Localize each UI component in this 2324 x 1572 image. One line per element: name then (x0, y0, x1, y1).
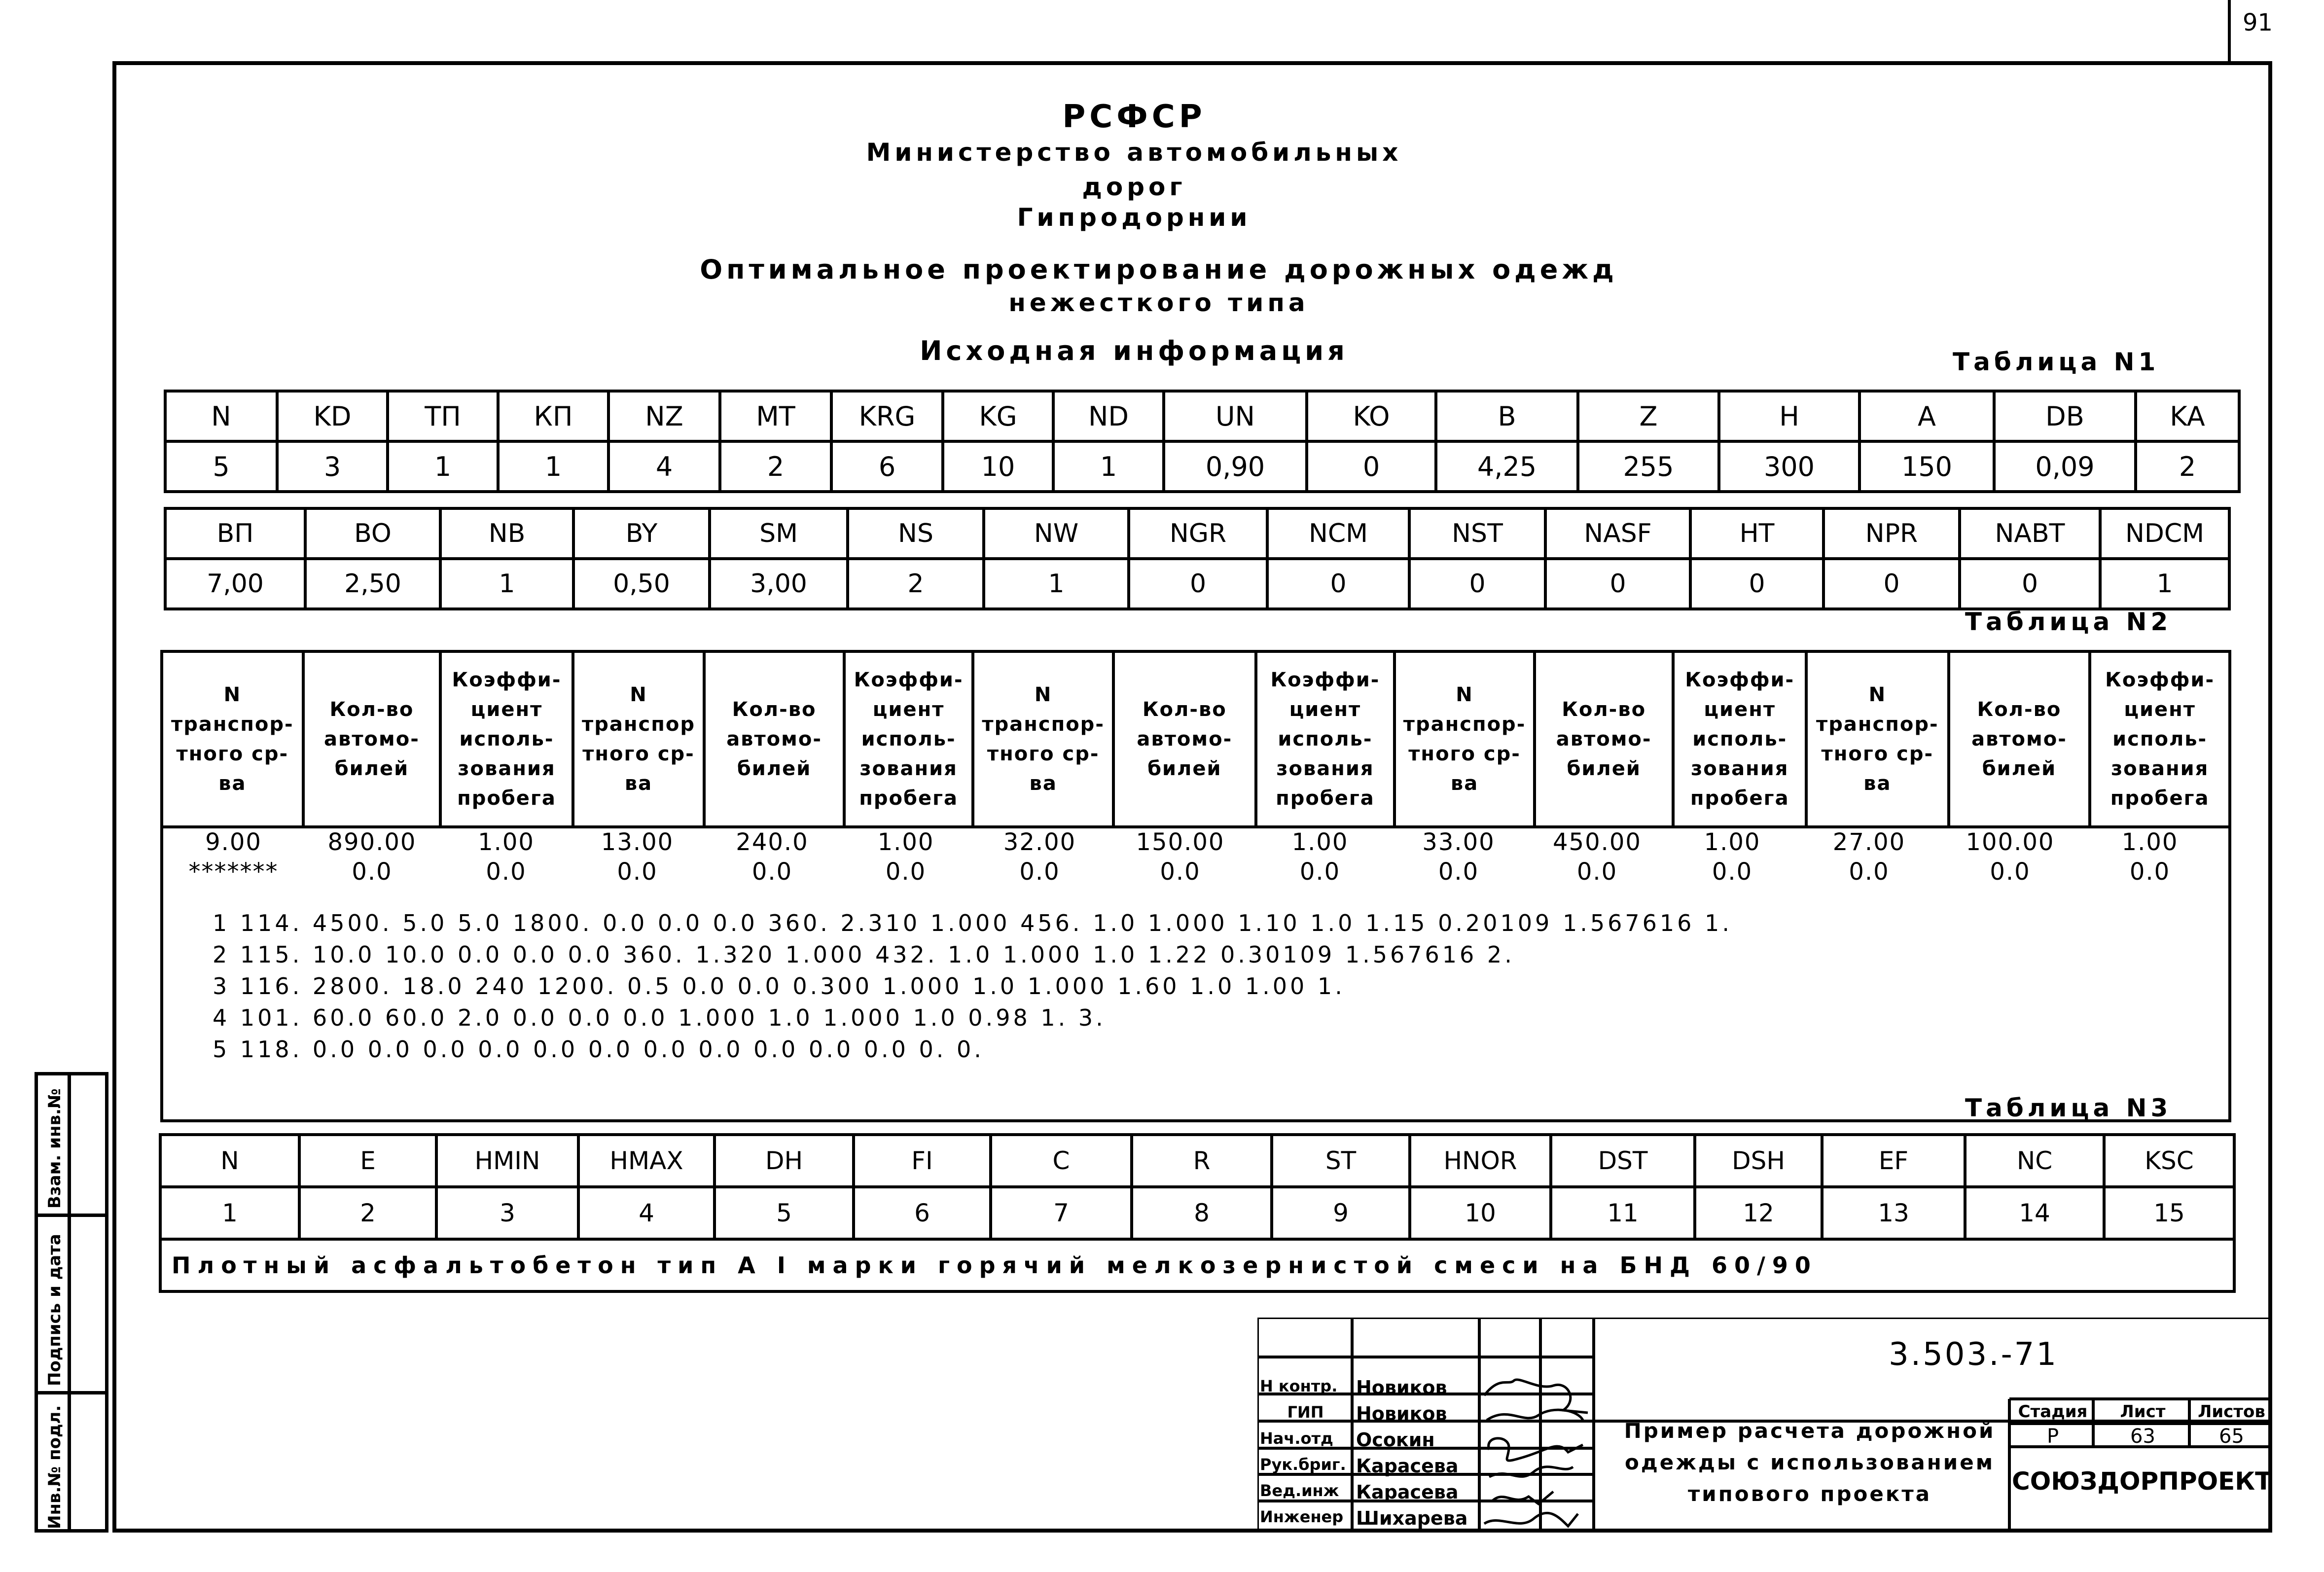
t3-row1-cell-14: 1.00 (2121, 828, 2179, 856)
t2-v-ns: 2 (848, 559, 984, 609)
t1-h-ka: KA (2136, 391, 2239, 441)
t4-h-nc: NC (1965, 1135, 2104, 1187)
table4-caption: Таблица N3 (1965, 1094, 2172, 1122)
subtitle: Исходная информация (920, 335, 1349, 366)
t4-h-c: C (991, 1135, 1132, 1187)
table3-body-cell (162, 827, 2230, 1121)
page-number: 91 (2243, 9, 2273, 36)
t3-row2-cell-8: 0.0 (1299, 858, 1341, 886)
t3-block-line-1: 1 114. 4500. 5.0 5.0 1800. 0.0 0.0 0.0 360. 2.310 1.000 456. 1.0 1.000 1.10 1.0 1.15 0.20109 1.567616 1. (213, 910, 1732, 936)
t2-h-by: BY (573, 508, 710, 559)
t2-h-nw: NW (984, 508, 1129, 559)
t3-h-14: Коэффи- циент исполь- зования пробега (2090, 651, 2230, 827)
t2-h-nst: NST (1409, 508, 1545, 559)
t1-v-mt: 2 (720, 441, 831, 492)
t1-v-b: 4,25 (1436, 441, 1578, 492)
table2-value-row (165, 559, 2229, 609)
t3-row1-cell-9: 33.00 (1422, 828, 1495, 856)
t4-h-hmax: HMAX (578, 1135, 715, 1187)
t3-row1-cell-4: 240.0 (736, 828, 809, 856)
t2-v-sm: 3,00 (710, 559, 848, 609)
t3-row1-cell-7: 150.00 (1136, 828, 1225, 856)
t1-h-n: N (165, 391, 277, 441)
header-org2: Министерство автомобильных (866, 138, 1402, 167)
signature-4-icon (1489, 1467, 1573, 1477)
t3-h-4: Кол-во автомо- билей (704, 651, 844, 827)
t1-h-kp: КП (498, 391, 608, 441)
signature-1-icon (1484, 1380, 1588, 1413)
t2-h-npr: NPR (1823, 508, 1960, 559)
header-org3: дорог (1082, 173, 1186, 201)
role-4: Рук.бриг. (1260, 1455, 1346, 1474)
t3-h-10: Кол-во автомо- билей (1535, 651, 1674, 827)
role-2: ГИП (1287, 1403, 1324, 1422)
t3-row2-cell-5: 0.0 (885, 858, 927, 886)
strip-label-vzam: Взам. инв.№ (45, 1088, 65, 1209)
material-description: Плотный асфальтобетон тип А I марки горячий мелкозернистой смеси на БНД 60/90 (160, 1239, 2234, 1291)
t4-h-fi: FI (854, 1135, 991, 1187)
t3-row2-cell-6: 0.0 (1019, 858, 1060, 886)
t4-v-11: 12 (1695, 1187, 1822, 1239)
sheets-value: 65 (2219, 1425, 2244, 1448)
t4-h-hmin: HMIN (436, 1135, 578, 1187)
t3-row2-cell-3: 0.0 (617, 858, 658, 886)
table4-description-row (160, 1239, 2234, 1291)
t3-row1-cell-12: 27.00 (1832, 828, 1906, 856)
strip-label-inv: Инв.№ подл. (45, 1405, 65, 1529)
t3-row2-cell-7: 0.0 (1160, 858, 1201, 886)
t1-h-mt: MT (720, 391, 831, 441)
t2-v-vp: 7,00 (165, 559, 305, 609)
t2-v-ht: 0 (1690, 559, 1823, 609)
t2-v-by: 0,50 (573, 559, 710, 609)
stage-value: Р (2046, 1425, 2059, 1448)
signature-2-icon (1487, 1410, 1583, 1420)
t1-h-h: H (1719, 391, 1859, 441)
t3-row1-cell-3: 13.00 (601, 828, 674, 856)
t2-h-sm: SM (710, 508, 848, 559)
t2-v-nw: 1 (984, 559, 1129, 609)
t1-v-kg: 10 (943, 441, 1053, 492)
t4-h-n: N (160, 1135, 299, 1187)
t3-h-7: Кол-во автомо- билей (1113, 651, 1256, 827)
t3-row1-cell-10: 450.00 (1553, 828, 1642, 856)
t4-h-st: ST (1272, 1135, 1410, 1187)
doc-title-line2: нежесткого типа (1008, 288, 1309, 317)
table2 (164, 507, 2231, 610)
table3-caption: Таблица N2 (1965, 607, 2172, 636)
top-rule (2228, 0, 2231, 61)
t4-v-6: 7 (991, 1187, 1132, 1239)
t3-row1-cell-11: 1.00 (1704, 828, 1761, 856)
t1-h-b: B (1436, 391, 1578, 441)
t4-v-10: 11 (1551, 1187, 1695, 1239)
name-4: Карасева (1356, 1455, 1459, 1477)
t4-v-4: 5 (715, 1187, 854, 1239)
t4-v-13: 14 (1965, 1187, 2104, 1239)
t1-h-nz: NZ (608, 391, 720, 441)
t1-v-ka: 2 (2136, 441, 2239, 492)
t4-v-12: 13 (1822, 1187, 1965, 1239)
t3-row2-cell-12: 0.0 (1849, 858, 1890, 886)
t2-v-ncm: 0 (1267, 559, 1409, 609)
signatures (1479, 1366, 1593, 1534)
t3-block-line-4: 4 101. 60.0 60.0 2.0 0.0 0.0 0.0 1.000 1.0 1.000 1.0 0.98 1. 3. (213, 1004, 1106, 1031)
t1-v-a: 150 (1859, 441, 1994, 492)
t1-h-z: Z (1578, 391, 1719, 441)
t3-h-5: Коэффи- циент исполь- зования пробега (844, 651, 973, 827)
t1-v-ko: 0 (1307, 441, 1436, 492)
t4-v-8: 9 (1272, 1187, 1410, 1239)
t3-row1-cell-5: 1.00 (877, 828, 934, 856)
t4-v-7: 8 (1132, 1187, 1272, 1239)
table3-header-row (162, 651, 2230, 827)
t3-h-3: N транспор тного ср-ва (573, 651, 705, 827)
t2-h-ht: HT (1690, 508, 1823, 559)
role-1: Н контр. (1260, 1377, 1338, 1395)
table4 (159, 1133, 2236, 1293)
role-6: Инженер (1260, 1507, 1344, 1526)
signature-3-icon (1489, 1438, 1583, 1461)
t4-v-14: 15 (2104, 1187, 2234, 1239)
t2-v-nasf: 0 (1545, 559, 1690, 609)
t2-v-ngr: 0 (1129, 559, 1267, 609)
t3-row1-cell-0: 9.00 (205, 828, 262, 856)
signature-6-icon (1484, 1513, 1578, 1526)
t3-row2-cell-2: 0.0 (486, 858, 527, 886)
t3-row1-cell-2: 1.00 (478, 828, 535, 856)
doc-code: 3.503.-71 (1889, 1336, 2059, 1373)
table2-header-row (165, 508, 2229, 559)
t3-h-11: Коэффи- циент исполь- зования пробега (1673, 651, 1806, 827)
t2-h-nb: NB (440, 508, 573, 559)
doc-title-line1: Оптимальное проектирование дорожных одежд (700, 254, 1618, 285)
t1-v-n: 5 (165, 441, 277, 492)
t2-h-ns: NS (848, 508, 984, 559)
table4-header-row (160, 1135, 2234, 1187)
t3-row2-cell-1: 0.0 (352, 858, 393, 886)
t1-h-un: UN (1164, 391, 1307, 441)
t2-v-ndcm: 1 (2100, 559, 2229, 609)
t2-h-bo: BO (305, 508, 440, 559)
t3-h-8: Коэффи- циент исполь- зования пробега (1256, 651, 1395, 827)
header-org1: РСФСР (1062, 99, 1206, 135)
t3-block-line-5: 5 118. 0.0 0.0 0.0 0.0 0.0 0.0 0.0 0.0 0.0 0.0 0.0 0. 0. (213, 1036, 984, 1063)
t4-h-dst: DST (1551, 1135, 1695, 1187)
t3-row2-cell-4: 0.0 (751, 858, 793, 886)
t1-v-z: 255 (1578, 441, 1719, 492)
t4-h-e: E (299, 1135, 436, 1187)
stage-label: Стадия (2018, 1402, 2088, 1422)
t3-row1-cell-8: 1.00 (1291, 828, 1349, 856)
t2-v-nst: 0 (1409, 559, 1545, 609)
t1-h-ko: KO (1307, 391, 1436, 441)
t3-row1-cell-6: 32.00 (1003, 828, 1076, 856)
t2-h-ngr: NGR (1129, 508, 1267, 559)
organization: СОЮЗДОРПРОЕКТ (2012, 1467, 2272, 1496)
t1-h-kg: KG (943, 391, 1053, 441)
t4-v-9: 10 (1410, 1187, 1551, 1239)
t1-v-tp: 1 (388, 441, 498, 492)
t1-v-h: 300 (1719, 441, 1859, 492)
t2-h-ndcm: NDCM (2100, 508, 2229, 559)
t3-row2-cell-9: 0.0 (1438, 858, 1479, 886)
t1-v-kd: 3 (277, 441, 388, 492)
t3-h-2: Коэффи- циент исполь- зования пробега (440, 651, 573, 827)
t2-h-nasf: NASF (1545, 508, 1690, 559)
signature-5-icon (1492, 1492, 1553, 1504)
t3-row1-cell-13: 100.00 (1966, 828, 2055, 856)
t1-v-krg: 6 (831, 441, 943, 492)
table3-body (162, 827, 2230, 1121)
table1-header-row (165, 391, 2239, 441)
t3-row2-cell-13: 0.0 (1990, 858, 2031, 886)
t4-h-dh: DH (715, 1135, 854, 1187)
t3-row2-cell-11: 0.0 (1712, 858, 1753, 886)
t1-v-nd: 1 (1053, 441, 1164, 492)
t3-row1-cell-1: 890.00 (327, 828, 417, 856)
t1-v-kp: 1 (498, 441, 608, 492)
sheet-label: Лист (2120, 1402, 2166, 1422)
t2-h-vp: ВП (165, 508, 305, 559)
t3-row2-cell-10: 0.0 (1576, 858, 1618, 886)
t1-v-nz: 4 (608, 441, 720, 492)
name-6: Шихарева (1356, 1507, 1468, 1529)
t1-h-nd: ND (1053, 391, 1164, 441)
t1-h-tp: ТП (388, 391, 498, 441)
t4-v-5: 6 (854, 1187, 991, 1239)
table4-value-row (160, 1187, 2234, 1239)
t2-v-nabt: 0 (1960, 559, 2100, 609)
name-2: Новиков (1356, 1403, 1447, 1425)
t1-v-db: 0,09 (1994, 441, 2136, 492)
t1-h-db: DB (1994, 391, 2136, 441)
t1-v-un: 0,90 (1164, 441, 1307, 492)
t1-h-krg: KRG (831, 391, 943, 441)
table3-summary-rows (163, 828, 2228, 888)
t3-row2-cell-14: 0.0 (2129, 858, 2171, 886)
t3-h-0: N транспор- тного ср-ва (162, 651, 303, 827)
t2-v-bo: 2,50 (305, 559, 440, 609)
t3-h-6: N транспор- тного ср-ва (973, 651, 1113, 827)
t3-h-12: N транспор- тного ср-ва (1806, 651, 1949, 827)
t4-h-r: R (1132, 1135, 1272, 1187)
t2-v-nb: 1 (440, 559, 573, 609)
role-5: Вед.инж (1260, 1481, 1339, 1500)
stamp-title: Пример расчета дорожной одежды с использованием типового проекта (1624, 1419, 1996, 1506)
t4-v-0: 1 (160, 1187, 299, 1239)
t3-h-9: N транспор- тного ср-ва (1394, 651, 1535, 827)
t4-v-3: 4 (578, 1187, 715, 1239)
t4-h-ef: EF (1822, 1135, 1965, 1187)
t3-block-line-2: 2 115. 10.0 10.0 0.0 0.0 0.0 360. 1.320 1.000 432. 1.0 1.000 1.0 1.22 0.30109 1.567616 2. (213, 941, 1515, 968)
strip-label-podpis: Подпись и дата (45, 1234, 65, 1386)
t3-h-13: Кол-во автомо- билей (1949, 651, 2090, 827)
t2-v-npr: 0 (1823, 559, 1960, 609)
name-3: Осокин (1356, 1429, 1435, 1451)
t4-v-2: 3 (436, 1187, 578, 1239)
role-3: Нач.отд (1260, 1429, 1333, 1448)
t2-h-ncm: NCM (1267, 508, 1409, 559)
t2-h-nabt: NABT (1960, 508, 2100, 559)
name-5: Карасева (1356, 1481, 1459, 1503)
t3-row2-cell-0: ******* (188, 858, 279, 886)
table1 (164, 390, 2241, 493)
table1-caption: Таблица N1 (1953, 348, 2160, 376)
table3 (160, 650, 2231, 1122)
table1-value-row (165, 441, 2239, 492)
header-org4: Гипродорнии (1017, 203, 1251, 232)
t4-h-ksc: KSC (2104, 1135, 2234, 1187)
t1-h-kd: KD (277, 391, 388, 441)
t1-h-a: A (1859, 391, 1994, 441)
left-binding-strip (35, 1072, 108, 1533)
sheet-value: 63 (2130, 1425, 2155, 1448)
name-1: Новиков (1356, 1377, 1447, 1398)
t3-h-1: Кол-во автомо- билей (303, 651, 441, 827)
sheets-label: Листов (2198, 1402, 2265, 1422)
t4-h-hnor: HNOR (1410, 1135, 1551, 1187)
t3-block-line-3: 3 116. 2800. 18.0 240 1200. 0.5 0.0 0.0 0.300 1.000 1.0 1.000 1.60 1.0 1.00 1. (213, 973, 1345, 1000)
t4-h-dsh: DSH (1695, 1135, 1822, 1187)
t4-v-1: 2 (299, 1187, 436, 1239)
table3-block (163, 907, 2228, 1065)
